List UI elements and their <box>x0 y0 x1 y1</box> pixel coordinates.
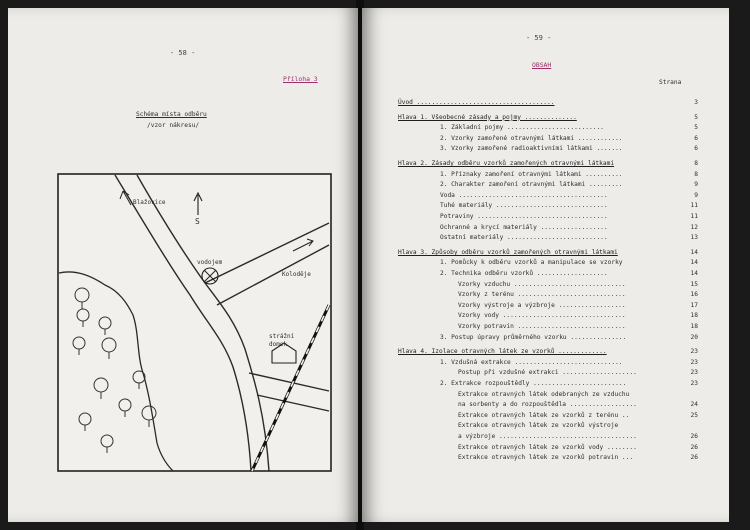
toc-row <box>398 311 698 321</box>
toc-entry-title: Vzorky potravin ............................. <box>458 323 626 330</box>
table-of-contents <box>398 98 698 478</box>
toc-row <box>398 368 698 378</box>
toc-entry-title: Ostatní materiály ........................... <box>440 234 608 242</box>
toc-entry-page: 11 <box>690 202 698 210</box>
toc-row <box>398 223 698 233</box>
toc-entry-page: 3 <box>694 99 698 106</box>
left-page <box>8 8 358 522</box>
toc-entry-page: 5 <box>694 124 698 132</box>
toc-row <box>398 400 698 410</box>
toc-entry-page: 11 <box>690 213 698 220</box>
toc-row <box>398 134 698 144</box>
toc-row <box>398 123 698 133</box>
toc-row <box>398 333 698 343</box>
toc-row <box>398 411 698 421</box>
toc-row <box>398 258 698 268</box>
toc-entry-title: Extrakce otravných látek ze vzorků vody ........ <box>458 443 637 451</box>
toc-row <box>398 390 698 400</box>
map-label-guard-house-1: strážní <box>269 333 295 340</box>
toc-entry-title: Vzorky výstroje a výzbroje .................. <box>458 301 626 309</box>
toc-entry-page: 23 <box>690 348 698 356</box>
toc-entry-page: 20 <box>690 333 698 341</box>
toc-title: OBSAH <box>532 61 552 69</box>
toc-entry-title: Vzorky z terénu ............................. <box>458 291 626 299</box>
toc-entry-title: Ochranné a krycí materiály .................. <box>440 223 608 231</box>
toc-entry-page: 12 <box>690 223 698 231</box>
toc-row <box>398 432 698 442</box>
toc-entry-page: 26 <box>690 443 698 451</box>
toc-entry-title: na sorbenty a do rozpouštědla .................. <box>458 401 637 409</box>
map-north-marker: S <box>195 217 200 226</box>
toc-entry-page: 26 <box>690 433 698 440</box>
toc-entry-title: 2. Vzorky zamořené otravnými látkami ............ <box>440 134 623 142</box>
toc-entry-title: 3. Vzorky zamořené radioaktivními látkami ....... <box>440 145 623 153</box>
toc-entry-page: 24 <box>690 401 698 409</box>
appendix-label: Příloha 3 <box>283 75 318 83</box>
toc-entry-page: 9 <box>694 191 698 199</box>
toc-entry-page: 6 <box>694 145 698 153</box>
toc-row <box>398 98 698 108</box>
right-page-number: - 59 - <box>526 34 552 42</box>
toc-row <box>398 144 698 154</box>
toc-entry-title: Tuhé materiály .............................. <box>440 202 608 210</box>
toc-entry-page: 17 <box>690 301 698 309</box>
toc-entry-title: Úvod ..................................... <box>398 99 555 106</box>
toc-entry-title: 2. Technika odběru vzorků ................... <box>440 270 608 277</box>
toc-entry-title: a výzbroje ..................................... <box>458 433 637 440</box>
toc-entry-title: Hlava 2. Zásady odběru vzorků zamořených otravnými látkami <box>398 160 615 167</box>
toc-row <box>398 280 698 290</box>
toc-entry-page: 9 <box>694 181 698 189</box>
toc-row <box>398 201 698 211</box>
toc-entry-page: 5 <box>694 113 698 121</box>
map-label-vodojem: vodojem <box>197 259 223 266</box>
toc-entry-title: 1. Pomůcky k odběru vzorků a manipulace se vzorky <box>440 259 623 267</box>
toc-row <box>398 290 698 300</box>
toc-row <box>398 159 698 169</box>
map-sketch <box>57 173 333 473</box>
toc-entry-page: 25 <box>690 411 698 419</box>
toc-entry-title: 2. Extrakce rozpouštědly ......................... <box>440 380 627 387</box>
toc-row <box>398 170 698 180</box>
map-label-guard-house-2: domek <box>269 341 288 348</box>
toc-entry-title: 1. Vzdušná extrakce ............................. <box>440 358 623 366</box>
toc-entry-title: Potraviny ................................... <box>440 213 608 220</box>
toc-entry-page: 13 <box>690 234 698 242</box>
toc-row <box>398 421 698 431</box>
page-column-label: Strana <box>659 79 682 86</box>
toc-entry-title: Vzorky vody ................................. <box>458 312 626 320</box>
toc-row <box>398 358 698 368</box>
toc-row <box>398 180 698 190</box>
toc-entry-page: 23 <box>690 380 698 387</box>
toc-row <box>398 113 698 123</box>
left-page-number: - 58 - <box>170 49 196 57</box>
map-label-blazovice: Blažovice <box>133 199 166 206</box>
toc-entry-title: Voda ........................................ <box>440 191 608 199</box>
map-subheading: /vzor nákresu/ <box>147 122 200 129</box>
toc-entry-page: 18 <box>690 312 698 320</box>
toc-row <box>398 453 698 463</box>
toc-entry-page: 8 <box>694 170 698 178</box>
toc-entry-page: 8 <box>694 160 698 167</box>
toc-row <box>398 322 698 332</box>
toc-entry-title: Extrakce otravných látek ze vzorků potravin ... <box>458 454 634 462</box>
toc-row <box>398 233 698 243</box>
toc-row <box>398 347 698 357</box>
toc-entry-page: 18 <box>690 323 698 330</box>
toc-entry-page: 23 <box>690 369 698 377</box>
toc-row <box>398 379 698 389</box>
toc-entry-title: Hlava 1. Všeobecné zásady a pojmy .............. <box>398 113 577 121</box>
toc-entry-page: 16 <box>690 291 698 299</box>
toc-entry-title: Vzorky vzduchu .............................. <box>458 280 626 288</box>
toc-entry-title: 3. Postup úpravy průměrného vzorku ............... <box>440 333 627 341</box>
toc-entry-title: Extrakce otravných látek ze vzorků výstroje <box>458 422 619 430</box>
map-heading: Schéma místa odběru <box>136 111 207 118</box>
toc-entry-page: 26 <box>690 454 698 462</box>
map-label-kolodeje: Koloděje <box>282 271 311 278</box>
toc-entry-page: 15 <box>690 280 698 288</box>
toc-entry-title: 2. Charakter zamoření otravnými látkami ......... <box>440 181 623 189</box>
toc-entry-title: Hlava 4. Izolace otravných látek ze vzorků ............. <box>398 348 607 356</box>
toc-entry-title: 1. Příznaky zamoření otravnými látkami .......... <box>440 170 623 178</box>
toc-entry-page: 14 <box>690 248 698 256</box>
toc-entry-title: Extrakce otravných látek ze vzorků z terénu .. <box>458 411 630 419</box>
toc-entry-title: 1. Základní pojmy .......................... <box>440 124 604 132</box>
toc-row <box>398 191 698 201</box>
toc-row <box>398 212 698 222</box>
toc-entry-page: 14 <box>690 270 698 277</box>
toc-entry-page: 14 <box>690 259 698 267</box>
toc-entry-title: Postup při vzdušné extrakci .................... <box>458 369 637 377</box>
right-page <box>362 8 729 522</box>
toc-row <box>398 269 698 279</box>
toc-row <box>398 443 698 453</box>
toc-entry-page: 23 <box>690 358 698 366</box>
toc-entry-title: Extrakce otravných látek odebraných ze vzduchu <box>458 390 630 398</box>
toc-entry-title: Hlava 3. Způsoby odběru vzorků zamořených otravnými látkami <box>398 248 618 256</box>
toc-row <box>398 248 698 258</box>
toc-entry-page: 6 <box>694 134 698 142</box>
toc-row <box>398 301 698 311</box>
